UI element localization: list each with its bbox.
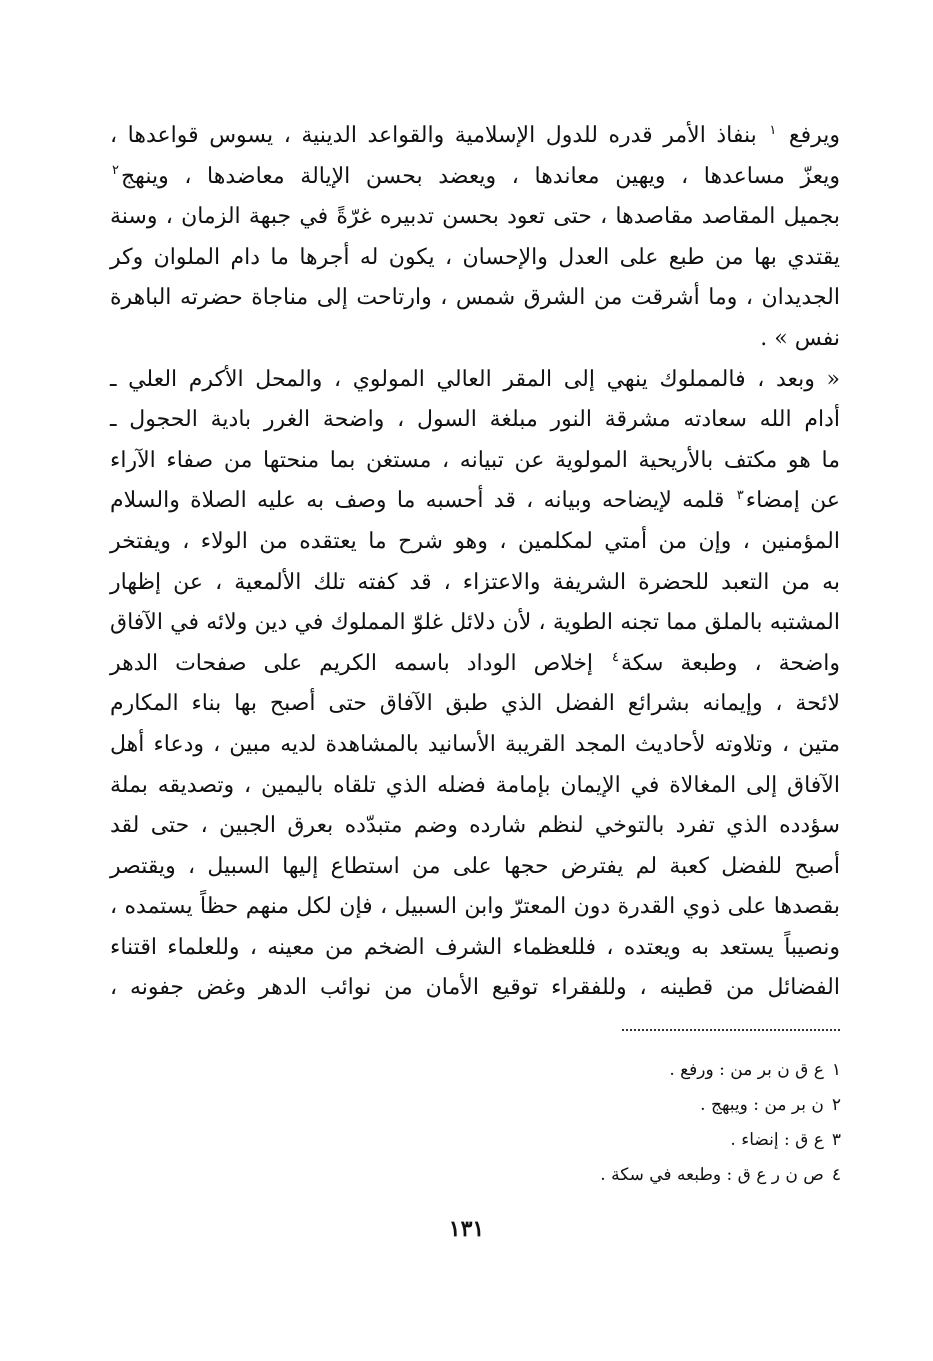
text-line: سؤدده الذي تفرد بالتوخي لنظم شارده وضم متبدّده بعرق الجبين ، حتى لقد (110, 813, 840, 839)
text-line: الجديدان ، وما أشرقت من الشرق شمس ، وارتاحت إلى مناجاة حضرته الباهرة (110, 285, 840, 311)
footnote-marker: ١ (769, 122, 777, 138)
text-line: متين ، وتلاوته لأحاديث المجد القريبة الأسانيد بالمشاهدة لديه مبين ، ودعاء أهل (110, 731, 840, 757)
text-line: المؤمنين ، وإن من أمتي لمكلمين ، وهو شرح ما يعتقده من الولاء ، ويفتخر (110, 528, 840, 554)
text-line: لائحة ، وإيمانه بشرائع الفضل الذي طبق الآفاق حتى أصبح بها بناء المكارم (110, 691, 840, 717)
text-line (110, 157, 840, 198)
text-line: أدام الله سعادته مشرقة النور مبلغة السول ، واضحة الغرر بادية الحجول ـ (110, 407, 840, 433)
footnotes (441, 1053, 841, 1193)
text-segment: بنفاذ الأمر قدره للدول الإسلامية والقواعد الدينية ، يسوس قواعدها ، (110, 123, 757, 148)
footnote-item (441, 1088, 841, 1123)
text-line: بقصدها على ذوي القدرة دون المعترّ وابن السبيل ، فإن لكل منهم حظاً يستمده ، (110, 894, 840, 920)
footnote-number: ٣ (831, 1130, 841, 1150)
text-line: ما هو مكتف بالأريحية المولوية عن تبيانه ، مستغن بما منحتها من صفاء الآراء (110, 447, 840, 473)
footnote-item (441, 1158, 841, 1193)
footnote-item (441, 1123, 841, 1158)
text-line (110, 644, 840, 685)
text-line: المشتبه بالملق مما تجنه الطوية ، لأن دلائل غلوّ المملوك في دين ولائه في الآفاق (110, 610, 840, 636)
text-line: يقتدي بها من طبع على العدل والإحسان ، يكون له أجرها ما دام الملوان وكر (110, 244, 840, 270)
text-line: ونصيباً يستعد به ويعتده ، فللعظماء الشرف الضخم من معينه ، وللعلماء اقتناء (110, 934, 840, 960)
footnote-marker: ٤ (612, 650, 620, 666)
footnote-text: ع ق : إنضاء . (730, 1130, 824, 1150)
footnote-text: ن بر من : ويبهج . (700, 1095, 824, 1115)
text-segment: عن إمضاء (745, 488, 841, 514)
text-line: أصبح للفضل كعبة لم يفترض حجها على من استطاع إليها السبيل ، ويقتصر (110, 853, 840, 879)
page-number: ١٣١ (448, 1216, 485, 1242)
text-line (110, 116, 840, 157)
text-line: الآفاق إلى المغالاة في الإيمان بإمامة فضله الذي تلقاه باليمين ، وتصديقه بملة (110, 772, 840, 798)
text-line: بجميل المقاصد مقاصدها ، حتى تعود بحسن تدبيره غرّةً في جبهة الزمان ، وسنة (110, 204, 840, 230)
text-segment: قلمه لإيضاحه وبيانه ، قد أحسبه ما وصف به عليه الصلاة والسلام (110, 488, 725, 514)
footnote-item (441, 1053, 841, 1088)
text-line: الفضائل من قطينه ، وللفقراء توقيع الأمان من نوائب الدهر وغض جفونه ، (110, 975, 840, 1001)
footnote-marker: ٣ (736, 488, 744, 504)
text-line: به من التعبد للحضرة الشريفة والاعتزاء ، قد كفته تلك الألمعية ، عن إظهار (110, 569, 840, 595)
footnote-number: ١ (831, 1060, 841, 1080)
footnote-number: ٤ (831, 1165, 841, 1185)
footnote-number: ٢ (831, 1095, 841, 1115)
footnote-text: ص ن ر ع ق : وطبعه في سكة . (600, 1165, 824, 1185)
footnote-marker: ٢ (112, 163, 119, 179)
footnote-text: ع ق ن بر من : ورفع . (669, 1060, 824, 1080)
main-text (110, 116, 840, 1009)
text-segment: إخلاص الوداد باسمه الكريم على صفحات الدهر (110, 650, 594, 676)
text-segment: واضحة ، وطبعة سكة (621, 650, 840, 676)
text-segment: ويرفع (788, 123, 840, 148)
text-segment: ويعزّ مساعدها ، ويهين معاندها ، ويعضد بحسن الإيالة معاضدها ، وينهج (120, 163, 840, 189)
text-line: « وبعد ، فالمملوك ينهي إلى المقر العالي المولوي ، والمحل الأكرم العلي ـ (110, 366, 840, 392)
text-line (110, 481, 840, 522)
footnote-separator (622, 1029, 840, 1031)
text-line: نفس » . (760, 325, 840, 351)
